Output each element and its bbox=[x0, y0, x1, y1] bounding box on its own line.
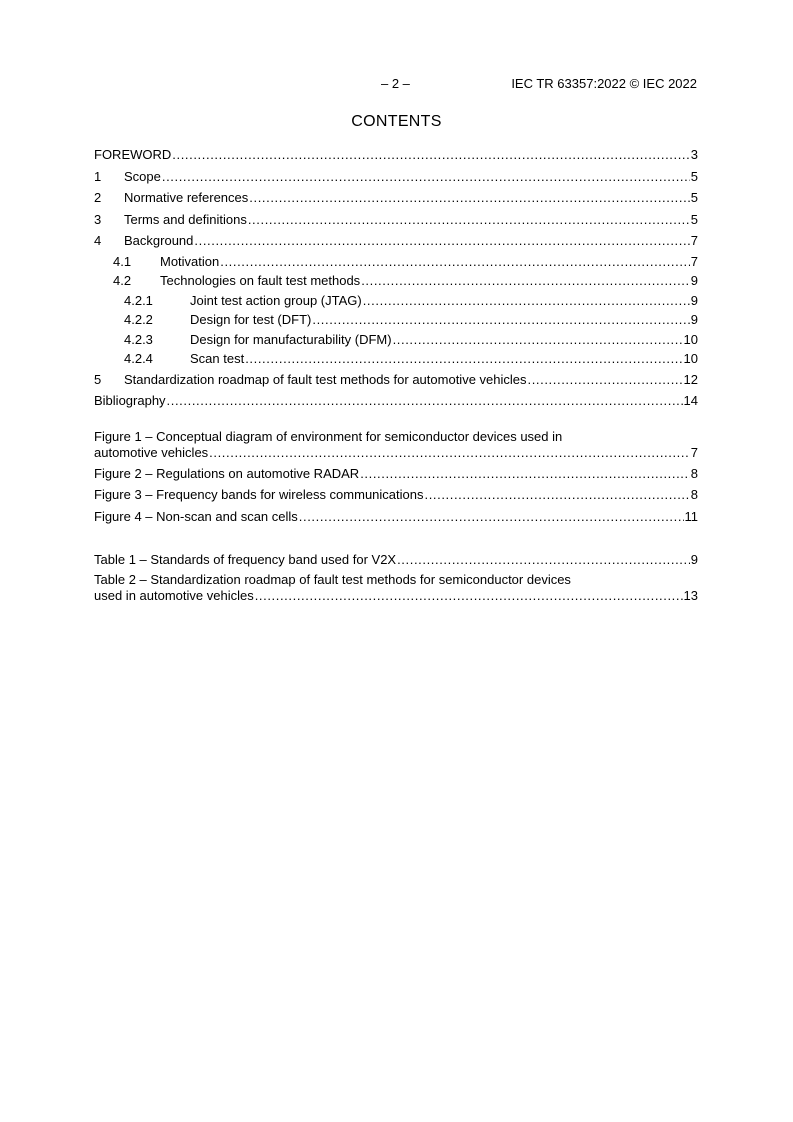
toc-page-number: 9 bbox=[690, 312, 698, 327]
toc-page-number: 13 bbox=[683, 587, 698, 603]
toc-page-number: 7 bbox=[690, 444, 698, 460]
toc-entry-text: Figure 4 – Non-scan and scan cells bbox=[94, 508, 298, 524]
toc-entry-text: Design for manufacturability (DFM) bbox=[190, 331, 392, 347]
toc-entry-figure-3[interactable] bbox=[94, 484, 698, 506]
toc-entry-terms-and-definitions[interactable] bbox=[94, 209, 698, 231]
toc-entry-table-2[interactable] bbox=[94, 571, 698, 606]
toc-entry-text: Scope bbox=[124, 168, 161, 184]
leader-dots bbox=[424, 484, 689, 506]
toc-section-number: 5 bbox=[94, 371, 102, 387]
toc-entry-text: FOREWORD bbox=[94, 147, 172, 162]
toc-entry-bibliography[interactable] bbox=[94, 390, 698, 412]
toc-entry-text: Figure 3 – Frequency bands for wireless communications bbox=[94, 487, 424, 502]
leader-dots bbox=[248, 209, 690, 231]
toc-entry-text: Figure 2 – Regulations on automotive RADAR bbox=[94, 465, 360, 481]
toc-page-number: 7 bbox=[690, 233, 698, 248]
toc-page-number: 9 bbox=[690, 273, 698, 288]
leader-dots bbox=[397, 549, 690, 571]
toc-section-number: 2 bbox=[94, 190, 102, 205]
toc-entry-dft[interactable] bbox=[94, 310, 698, 330]
leader-dots bbox=[167, 390, 683, 412]
toc-entry-text: Normative references bbox=[124, 190, 249, 205]
leader-dots bbox=[194, 230, 689, 252]
toc-page-number: 5 bbox=[690, 168, 698, 184]
toc-page-number: 12 bbox=[683, 371, 698, 387]
toc-entry-normative-references[interactable] bbox=[94, 187, 698, 209]
toc-entry-figure-4[interactable] bbox=[94, 506, 698, 528]
leader-dots bbox=[220, 252, 690, 272]
page-title: CONTENTS bbox=[351, 113, 442, 130]
toc-entry-standardization-roadmap[interactable] bbox=[94, 369, 698, 391]
page-number: – 2 – bbox=[381, 76, 410, 91]
toc-entry-text: Design for test (DFT) bbox=[190, 312, 312, 327]
toc-entry-text-line1: Figure 1 – Conceptual diagram of environment for semiconductor devices used in bbox=[94, 428, 563, 444]
toc-page-number: 3 bbox=[690, 147, 698, 162]
toc-section-number: 4.2.3 bbox=[124, 331, 153, 347]
toc-section-number: 4.2.1 bbox=[124, 292, 153, 308]
toc-entry-scan-test[interactable] bbox=[94, 349, 698, 369]
toc-section-number: 3 bbox=[94, 211, 102, 227]
toc-section-number: 4.1 bbox=[113, 253, 132, 269]
toc-section-number: 1 bbox=[94, 168, 102, 184]
table-of-contents bbox=[94, 144, 698, 606]
toc-entry-jtag[interactable] bbox=[94, 291, 698, 311]
toc-entry-text: Joint test action group (JTAG) bbox=[190, 292, 362, 308]
toc-entry-text-line1: Table 2 – Standardization roadmap of fault test methods for semiconductor devices bbox=[94, 571, 571, 587]
section-gap bbox=[94, 412, 698, 428]
toc-page-number: 7 bbox=[690, 253, 698, 269]
toc-entry-figure-2[interactable] bbox=[94, 463, 698, 485]
leader-dots bbox=[245, 349, 682, 369]
toc-page-number: 11 bbox=[684, 508, 698, 524]
toc-entry-text: Bibliography bbox=[94, 393, 166, 408]
toc-entry-text: Terms and definitions bbox=[124, 211, 247, 227]
toc-entry-text: Scan test bbox=[190, 351, 245, 366]
leader-dots bbox=[299, 506, 684, 528]
toc-page-number: 5 bbox=[690, 190, 698, 205]
toc-entry-scope[interactable] bbox=[94, 166, 698, 188]
toc-entry-table-1[interactable] bbox=[94, 549, 698, 571]
leader-dots bbox=[255, 588, 683, 604]
toc-entry-technologies[interactable] bbox=[94, 271, 698, 291]
toc-entry-text-line2: used in automotive vehicles bbox=[94, 587, 254, 603]
toc-page-number: 8 bbox=[690, 465, 698, 481]
toc-section-number: 4.2.2 bbox=[124, 312, 153, 327]
leader-dots bbox=[162, 166, 690, 188]
section-gap bbox=[94, 527, 698, 549]
leader-dots bbox=[363, 291, 690, 311]
toc-entry-dfm[interactable] bbox=[94, 330, 698, 350]
toc-entry-text: Motivation bbox=[160, 253, 220, 269]
toc-entry-text-line2: automotive vehicles bbox=[94, 444, 209, 460]
toc-entry-foreword[interactable] bbox=[94, 144, 698, 166]
toc-entry-figure-1[interactable] bbox=[94, 428, 698, 463]
leader-dots bbox=[360, 463, 690, 485]
toc-entry-text: Technologies on fault test methods bbox=[160, 273, 361, 288]
toc-entry-text: Table 1 – Standards of frequency band used for V2X bbox=[94, 552, 397, 567]
toc-section-number: 4.2 bbox=[113, 273, 132, 288]
toc-page-number: 10 bbox=[683, 331, 698, 347]
toc-page-number: 8 bbox=[690, 487, 698, 502]
toc-entry-text: Standardization roadmap of fault test methods for automotive vehicles bbox=[124, 371, 527, 387]
toc-page-number: 10 bbox=[683, 351, 698, 366]
toc-page-number: 9 bbox=[690, 292, 698, 308]
leader-dots bbox=[172, 144, 689, 166]
toc-entry-text: Background bbox=[124, 233, 194, 248]
leader-dots bbox=[312, 310, 689, 330]
toc-page-number: 9 bbox=[690, 552, 698, 567]
standard-identifier: IEC TR 63357:2022 © IEC 2022 bbox=[511, 76, 697, 91]
toc-page-number: 14 bbox=[683, 393, 698, 408]
toc-section-number: 4 bbox=[94, 233, 102, 248]
leader-dots bbox=[209, 445, 690, 461]
toc-entry-background[interactable] bbox=[94, 230, 698, 252]
leader-dots bbox=[528, 369, 683, 391]
leader-dots bbox=[361, 271, 690, 291]
toc-entry-motivation[interactable] bbox=[94, 252, 698, 272]
toc-section-number: 4.2.4 bbox=[124, 351, 153, 366]
toc-page-number: 5 bbox=[690, 211, 698, 227]
leader-dots bbox=[249, 187, 689, 209]
leader-dots bbox=[393, 330, 683, 350]
